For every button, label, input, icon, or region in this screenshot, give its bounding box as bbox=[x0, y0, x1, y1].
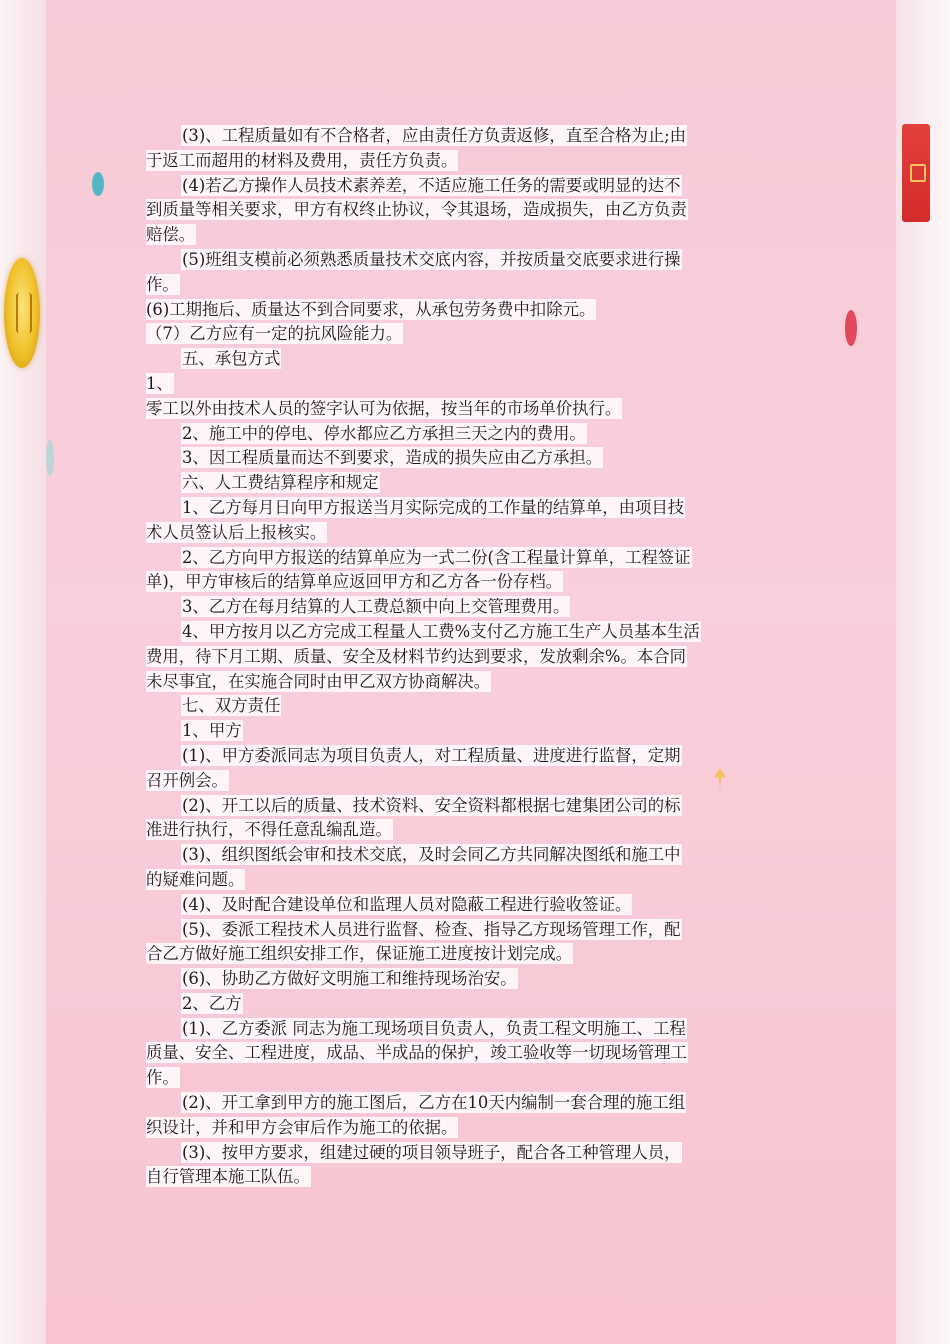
text-line bbox=[146, 645, 786, 670]
text-line bbox=[146, 372, 786, 397]
gold-coin-icon bbox=[4, 258, 40, 368]
text-line-content: 1、 bbox=[146, 373, 173, 393]
text-line-content: (2)、开工以后的质量、技术资料、安全资料都根据七建集团公司的标 bbox=[182, 795, 681, 815]
text-line-content: (2)、开工拿到甲方的施工图后，乙方在10天内编制一套合理的施工组 bbox=[182, 1093, 686, 1113]
text-line bbox=[146, 868, 786, 893]
red-drop-icon bbox=[845, 310, 857, 346]
text-line-content: 质量、安全、工程进度，成品、半成品的保护，竣工验收等一切现场管理工 bbox=[146, 1043, 687, 1063]
teal-streak-icon bbox=[46, 440, 54, 476]
text-line bbox=[146, 843, 786, 868]
text-line-content: (1)、乙方委派 同志为施工现场项目负责人，负责工程文明施工、工程 bbox=[182, 1018, 686, 1038]
text-line bbox=[146, 223, 786, 248]
text-line bbox=[146, 918, 786, 943]
text-line-content: 费用，待下月工期、质量、安全及材料节约达到要求，发放剩余%。本合同 bbox=[146, 646, 687, 666]
text-line bbox=[146, 174, 786, 199]
text-line bbox=[146, 1017, 786, 1042]
text-line bbox=[146, 446, 786, 471]
text-line-content: (5)、委派工程技术人员进行监督、检查、指导乙方现场管理工作，配 bbox=[182, 919, 681, 939]
text-line bbox=[146, 570, 786, 595]
text-line-content: 五、承包方式 bbox=[182, 349, 281, 369]
teal-drop-icon bbox=[92, 172, 104, 196]
text-line bbox=[146, 694, 786, 719]
text-line-content: 赔偿。 bbox=[146, 225, 196, 245]
text-line bbox=[146, 471, 786, 496]
text-line-content: 自行管理本施工队伍。 bbox=[146, 1167, 310, 1187]
left-margin-background bbox=[0, 0, 46, 1344]
text-line-content: 召开例会。 bbox=[146, 770, 228, 790]
text-line-content: 单)，甲方审核后的结算单应返回甲方和乙方各一份存档。 bbox=[146, 572, 563, 592]
text-line bbox=[146, 893, 786, 918]
text-line-content: 1、乙方每月日向甲方报送当月实际完成的工作量的结算单，由项目技 bbox=[182, 497, 685, 517]
text-line bbox=[146, 248, 786, 273]
text-line bbox=[146, 273, 786, 298]
text-line bbox=[146, 719, 786, 744]
text-line bbox=[146, 1091, 786, 1116]
text-line-content: 零工以外由技术人员的签字认可为依据，按当年的市场单价执行。 bbox=[146, 398, 622, 418]
text-line bbox=[146, 595, 786, 620]
red-seal-icon bbox=[902, 124, 930, 222]
text-line bbox=[146, 1041, 786, 1066]
text-line bbox=[146, 521, 786, 546]
text-line-content: (1)、甲方委派同志为项目负责人，对工程质量、进度进行监督，定期 bbox=[182, 745, 681, 765]
text-line bbox=[146, 769, 786, 794]
text-line-content: (6)工期拖后、质量达不到合同要求，从承包劳务费中扣除元。 bbox=[146, 299, 596, 319]
text-line-content: 3、乙方在每月结算的人工费总额中向上交管理费用。 bbox=[182, 597, 570, 617]
text-line-content: 的疑难问题。 bbox=[146, 869, 245, 889]
text-line-content: 到质量等相关要求，甲方有权终止协议，令其退场，造成损失，由乙方负责 bbox=[146, 200, 687, 220]
text-line bbox=[146, 1066, 786, 1091]
text-line bbox=[146, 1116, 786, 1141]
text-line bbox=[146, 670, 786, 695]
text-line-content: 2、乙方 bbox=[182, 993, 242, 1013]
text-line bbox=[146, 1165, 786, 1190]
text-line bbox=[146, 198, 786, 223]
text-line bbox=[146, 1141, 786, 1166]
text-line bbox=[146, 818, 786, 843]
text-line bbox=[146, 397, 786, 422]
text-line-content: 未尽事宜，在实施合同时由甲乙双方协商解决。 bbox=[146, 671, 491, 691]
text-line bbox=[146, 942, 786, 967]
text-line-content: 作。 bbox=[146, 274, 179, 294]
text-line-content: 准进行执行，不得任意乱编乱造。 bbox=[146, 820, 392, 840]
text-line-content: 七、双方责任 bbox=[182, 696, 281, 716]
text-line bbox=[146, 744, 786, 769]
text-line-content: 合乙方做好施工组织安排工作，保证施工进度按计划完成。 bbox=[146, 944, 573, 964]
text-line-content: 2、施工中的停电、停水都应乙方承担三天之内的费用。 bbox=[182, 423, 586, 443]
text-line-content: (3)、按甲方要求，组建过硬的项目领导班子，配合各工种管理人员， bbox=[182, 1142, 681, 1162]
text-line bbox=[146, 124, 786, 149]
text-line bbox=[146, 967, 786, 992]
text-line-content: 2、乙方向甲方报送的结算单应为一式二份(含工程量计算单，工程签证 bbox=[182, 547, 691, 567]
text-line bbox=[146, 794, 786, 819]
text-line bbox=[146, 149, 786, 174]
text-line-content: (5)班组支模前必须熟悉质量技术交底内容，并按质量交底要求进行操 bbox=[182, 249, 681, 269]
text-line-content: (6)、协助乙方做好文明施工和维持现场治安。 bbox=[182, 969, 517, 989]
text-line-content: 于返工而超用的材料及费用，责任方负责。 bbox=[146, 150, 458, 170]
text-line-content: (4)若乙方操作人员技术素养差，不适应施工任务的需要或明显的达不 bbox=[182, 175, 681, 195]
text-line-content: 1、甲方 bbox=[182, 721, 242, 741]
text-line bbox=[146, 422, 786, 447]
text-line-content: (4)、及时配合建设单位和监理人员对隐蔽工程进行验收签证。 bbox=[182, 894, 632, 914]
text-line bbox=[146, 322, 786, 347]
text-line-content: 六、人工费结算程序和规定 bbox=[182, 473, 379, 493]
text-line-content: （7）乙方应有一定的抗风险能力。 bbox=[146, 324, 403, 344]
text-line bbox=[146, 298, 786, 323]
text-line bbox=[146, 992, 786, 1017]
text-line bbox=[146, 347, 786, 372]
document-body bbox=[146, 124, 786, 1190]
text-line-content: 4、甲方按月以乙方完成工程量人工费%支付乙方施工生产人员基本生活 bbox=[182, 621, 700, 641]
text-line-content: 3、因工程质量而达不到要求，造成的损失应由乙方承担。 bbox=[182, 448, 603, 468]
text-line-content: (3)、组织图纸会审和技术交底，及时会同乙方共同解决图纸和施工中 bbox=[182, 845, 681, 865]
text-line-content: (3)、工程质量如有不合格者，应由责任方负责返修，直至合格为止;由 bbox=[182, 126, 687, 145]
text-line bbox=[146, 496, 786, 521]
text-line-content: 作。 bbox=[146, 1068, 179, 1088]
text-line-content: 织设计，并和甲方会审后作为施工的依据。 bbox=[146, 1117, 458, 1137]
text-line bbox=[146, 620, 786, 645]
text-line-content: 术人员签认后上报核实。 bbox=[146, 522, 327, 542]
text-line bbox=[146, 546, 786, 571]
